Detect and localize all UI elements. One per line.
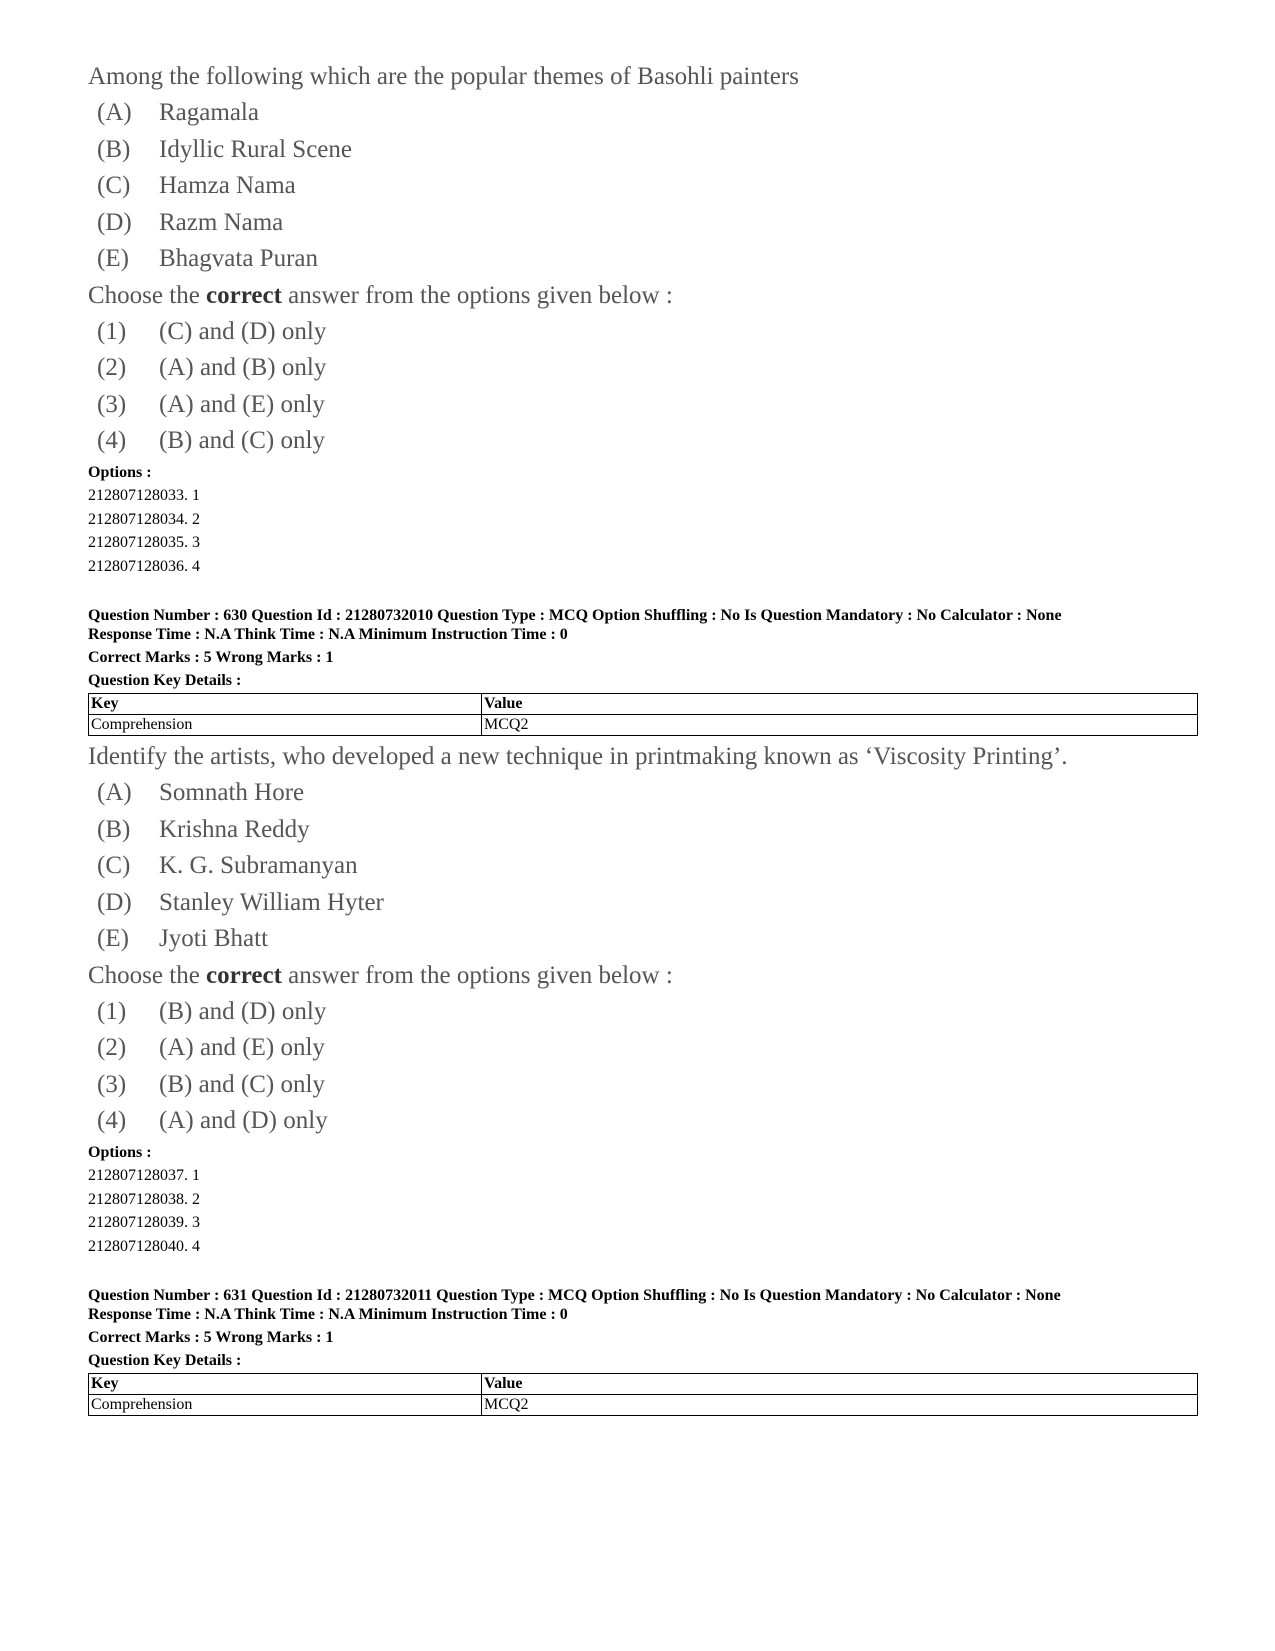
question-meta: Question Number : 631 Question Id : 21280732011 Question Type : MCQ Option Shuffling : No Is Question Mandatory : No Calculator : None (88, 1287, 1061, 1304)
option-id: 212807128039. 3 (88, 1214, 200, 1231)
statement-item: (E) Bhagvata Puran (97, 245, 318, 272)
answer-instruction: Choose the correct answer from the options given below : (88, 961, 673, 989)
answer-instruction: Choose the correct answer from the options given below : (88, 281, 673, 309)
statement-item: (D) Razm Nama (97, 208, 284, 236)
question-629-image (88, 60, 1198, 461)
statement-item: (C) Hamza Nama (97, 172, 296, 199)
statement-item: (D) Stanley William Hyter (97, 888, 384, 916)
option-id: 212807128033. 1 (88, 487, 200, 504)
table-cell-value: MCQ2 (482, 1395, 1198, 1416)
question-stem: Identify the artists, who developed a new technique in printmaking known as ‘Viscosity Printing’. (88, 743, 1068, 770)
question-timing: Response Time : N.A Think Time : N.A Minimum Instruction Time : 0 (88, 626, 568, 643)
options-heading: Options : (88, 463, 152, 481)
question-meta: Question Number : 630 Question Id : 21280732010 Question Type : MCQ Option Shuffling : No Is Question Mandatory : No Calculator : None (88, 607, 1062, 624)
table-cell-key: Comprehension (89, 715, 482, 736)
answer-choice: (4) (A) and (D) only (97, 1107, 328, 1134)
key-value-table (88, 1373, 1198, 1416)
statement-item: (B) Krishna Reddy (97, 815, 310, 843)
answer-choice: (3) (A) and (E) only (97, 390, 325, 418)
answer-choice: (1) (C) and (D) only (97, 317, 327, 345)
answer-choice: (2) (A) and (B) only (97, 354, 327, 381)
table-header-row (89, 694, 1198, 715)
statement-item: (A) Somnath Hore (97, 779, 305, 806)
statement-item: (A) Ragamala (97, 99, 259, 126)
answer-choice: (4) (B) and (C) only (97, 427, 325, 454)
document-page (88, 60, 1198, 1416)
table-header-key: Key (89, 1374, 482, 1395)
options-heading: Options : (88, 1143, 152, 1161)
question-key-details: Question Key Details : (88, 672, 242, 689)
table-header-row (89, 1374, 1198, 1395)
statement-item: (C) K. G. Subramanyan (97, 852, 358, 879)
option-id: 212807128034. 2 (88, 510, 200, 528)
answer-choice: (3) (B) and (C) only (97, 1070, 325, 1098)
question-marks: Correct Marks : 5 Wrong Marks : 1 (88, 1329, 334, 1346)
option-id: 212807128038. 2 (88, 1190, 200, 1208)
statement-item: (B) Idyllic Rural Scene (97, 135, 352, 163)
table-header-value: Value (482, 1374, 1198, 1395)
table-header-value: Value (482, 694, 1198, 715)
question-key-details: Question Key Details : (88, 1352, 242, 1369)
question-630-image (88, 740, 1198, 1141)
option-id: 212807128040. 4 (88, 1237, 200, 1255)
question-timing: Response Time : N.A Think Time : N.A Minimum Instruction Time : 0 (88, 1306, 568, 1323)
option-id: 212807128036. 4 (88, 557, 200, 575)
statement-item: (E) Jyoti Bhatt (97, 925, 269, 952)
key-value-table (88, 693, 1198, 736)
option-id: 212807128035. 3 (88, 534, 200, 551)
option-id: 212807128037. 1 (88, 1167, 200, 1184)
table-cell-value: MCQ2 (482, 715, 1198, 736)
question-stem: Among the following which are the popular themes of Basohli painters (88, 63, 799, 90)
answer-choice: (1) (B) and (D) only (97, 997, 327, 1025)
question-marks: Correct Marks : 5 Wrong Marks : 1 (88, 649, 334, 666)
table-cell-key: Comprehension (89, 1395, 482, 1416)
table-row (89, 715, 1198, 736)
table-row (89, 1395, 1198, 1416)
table-header-key: Key (89, 694, 482, 715)
answer-choice: (2) (A) and (E) only (97, 1034, 325, 1061)
